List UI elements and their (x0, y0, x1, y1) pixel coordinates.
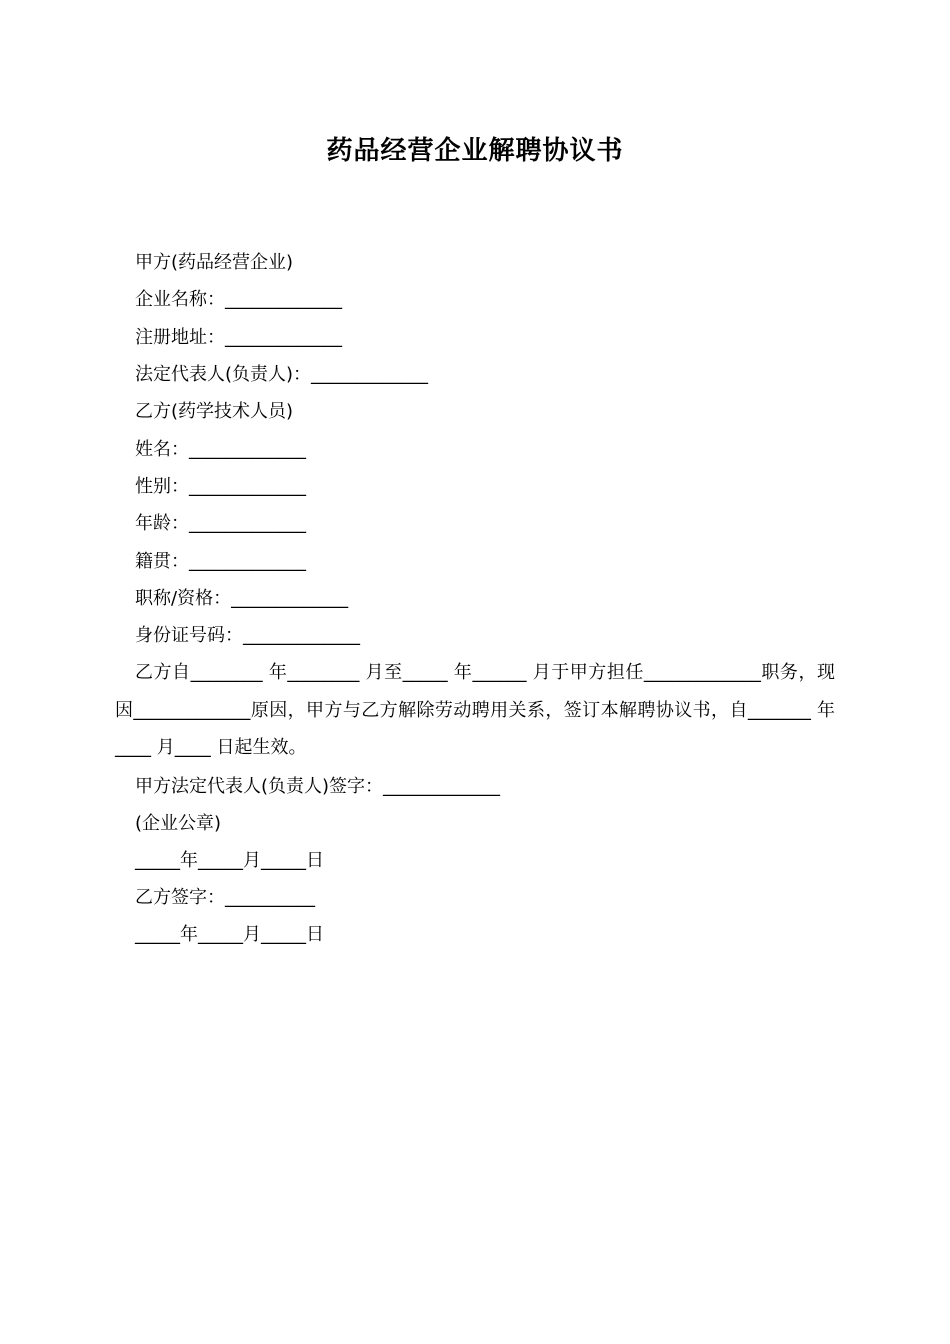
agreement-paragraph: 乙方自________ 年________ 月至_____ 年______ 月于甲方担任_____________职务，现因_____________原因，甲方与乙方解除劳动聘用关系，签订本解聘协议书，自_______ 年____ 月____ 日起生效。 (115, 662, 835, 758)
name-field: 姓名：_____________ (135, 439, 306, 460)
party-b-date-field: _____年_____月_____日 (135, 924, 324, 945)
party-a-heading: 甲方(药品经营企业) (135, 252, 294, 273)
legal-representative-field: 法定代表人(负责人)：_____________ (135, 364, 429, 385)
age-field: 年龄：_____________ (135, 513, 306, 534)
party-b-heading: 乙方(药学技术人员) (135, 401, 294, 422)
native-place-field: 籍贯：_____________ (135, 551, 306, 572)
title-qualification-field: 职称/资格：_____________ (135, 588, 349, 609)
party-b-signature-field: 乙方签字：__________ (135, 887, 315, 908)
company-name-field: 企业名称：_____________ (135, 289, 342, 310)
company-seal-label: (企业公章) (135, 813, 222, 834)
document-title: 药品经营企业解聘协议书 (326, 136, 624, 166)
party-a-date-field: _____年_____月_____日 (135, 850, 324, 871)
gender-field: 性别：_____________ (135, 476, 306, 497)
party-a-signature-field: 甲方法定代表人(负责人)签字：_____________ (135, 776, 501, 797)
id-number-field: 身份证号码：_____________ (135, 625, 360, 646)
registered-address-field: 注册地址：_____________ (135, 327, 342, 348)
